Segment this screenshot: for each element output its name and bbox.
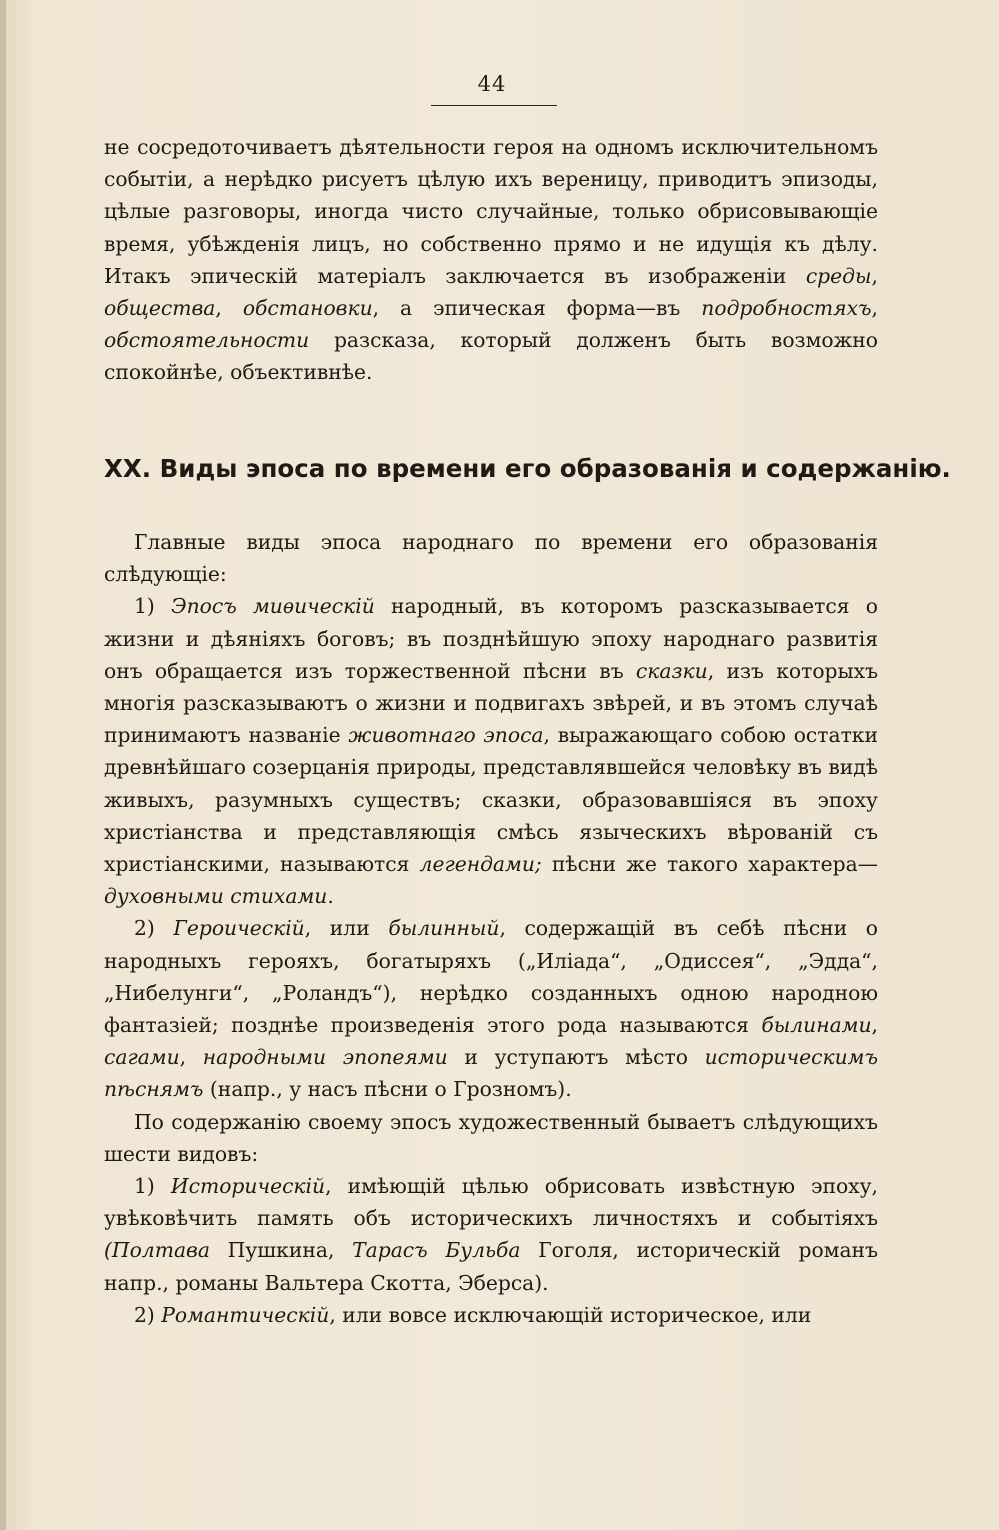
text-run: , а эпическая форма—въ xyxy=(372,296,702,321)
italic-term: обстановки xyxy=(242,296,373,321)
italic-term: среды xyxy=(805,263,872,288)
text-run: не сосредоточиваетъ дѣятельности героя на одномъ исключительномъ событіи, а нерѣдко рисуетъ цѣлую ихъ вереницу, приводитъ эпизоды, цѣлые разговоры, иногда чисто случайные, только обрисовывающіе время, убѣжденія лицъ, но собственно прямо и не идущія къ дѣлу. Итакъ эпическій матеріалъ заключается въ изображеніи xyxy=(104,135,878,288)
italic-term: (Полтава xyxy=(104,1238,210,1263)
text-run: , изъ которыхъ многія разсказываютъ о жизни и подвигахъ звѣрей, и въ этомъ случаѣ принимаютъ названіе xyxy=(104,658,878,748)
section-heading: XX. Виды эпоса по времени его образованія и содержанію. xyxy=(104,454,951,483)
paragraph-continuation xyxy=(104,131,878,389)
text-run: и уступаютъ мѣсто xyxy=(447,1045,705,1070)
paragraph: Главные виды эпоса народнаго по времени его образованія слѣдующіе: xyxy=(104,530,878,587)
paragraph xyxy=(104,131,878,389)
italic-term: Романтическій xyxy=(161,1302,330,1327)
text-run: , xyxy=(871,263,878,288)
italic-term: историческимъ пѣснямъ xyxy=(104,1045,878,1102)
page-number-rule xyxy=(431,105,557,106)
text-run: 1) xyxy=(134,1174,171,1199)
italic-term: былинный xyxy=(388,916,500,941)
page-number: 44 xyxy=(477,72,507,96)
italic-term: сказки xyxy=(635,658,708,683)
paragraph xyxy=(104,1170,878,1299)
text-run: , содержащій въ себѣ пѣсни о народныхъ герояхъ, богатыряхъ („Иліада“, „Одиссея“, „Эдда“, „Нибелунги“, „Роландъ“), нерѣдко созданныхъ одною народною фантазіей; позднѣе произведенія этого рода называются xyxy=(104,916,879,1038)
text-run: 2) xyxy=(134,916,174,941)
text-run: , xyxy=(215,296,243,321)
text-run: Пушкина, xyxy=(209,1238,353,1263)
text-run: , выражающаго собою остатки древнѣйшаго созерцанія природы, представлявшейся человѣку въ видѣ живыхъ, разумныхъ существъ; сказки, образовавшіяся въ эпоху христіанства и представляющія смѣсь языческихъ вѣрованій съ христіанскими, называются xyxy=(104,723,878,877)
italic-term: Тарасъ Бульба xyxy=(352,1238,521,1263)
text-run: народный, въ которомъ разсказывается о жизни и дѣяніяхъ боговъ; въ позднѣйшую эпоху народнаго развитія онъ обращается изъ торжественной пѣсни въ xyxy=(104,594,879,683)
paragraph xyxy=(104,912,878,1105)
italic-term: обстоятельности xyxy=(104,328,310,353)
text-run: , или вовсе исключающій историческое, или xyxy=(329,1302,812,1327)
text-run: пѣсни же такого характера— xyxy=(541,852,878,877)
italic-term: Героическій xyxy=(173,916,305,941)
italic-term: былинами xyxy=(761,1013,872,1038)
text-run: , xyxy=(871,1013,878,1038)
text-run: , xyxy=(871,296,878,321)
text-run: , xyxy=(179,1045,203,1070)
text-run: . xyxy=(327,884,334,909)
italic-term: Эпосъ миѳическій xyxy=(171,594,375,619)
page-edge-shadow xyxy=(0,0,6,1530)
text-run: (напр., у насъ пѣсни о Грозномъ). xyxy=(203,1077,572,1102)
text-run: разсказа, который долженъ быть возможно спокойнѣе, объективнѣе. xyxy=(104,328,878,385)
text-run: 2) xyxy=(134,1302,162,1327)
paragraph xyxy=(104,590,878,912)
italic-term: общества xyxy=(104,296,216,321)
paragraph: По содержанію своему эпосъ художественный бываетъ слѣдующихъ шести видовъ: xyxy=(104,1109,878,1166)
italic-term: сагами xyxy=(104,1045,180,1070)
italic-term: животнаго эпоса xyxy=(348,723,544,748)
italic-term: легендами; xyxy=(419,852,542,877)
text-run: , или xyxy=(304,916,389,941)
italic-term: духовными стихами xyxy=(104,884,328,909)
section-body xyxy=(104,526,878,1331)
text-run: Гоголя, историческій романъ напр., романы Вальтера Скотта, Эберса). xyxy=(104,1238,878,1295)
italic-term: народными эпопеями xyxy=(202,1045,448,1070)
italic-term: Историческій xyxy=(170,1174,326,1199)
paragraph xyxy=(104,1299,878,1331)
text-run: 1) xyxy=(134,594,172,619)
text-run: , имѣющій цѣлью обрисовать извѣстную эпоху, увѣковѣчить память объ историческихъ личностяхъ и событіяхъ xyxy=(104,1174,879,1231)
italic-term: подробностяхъ xyxy=(701,296,872,321)
